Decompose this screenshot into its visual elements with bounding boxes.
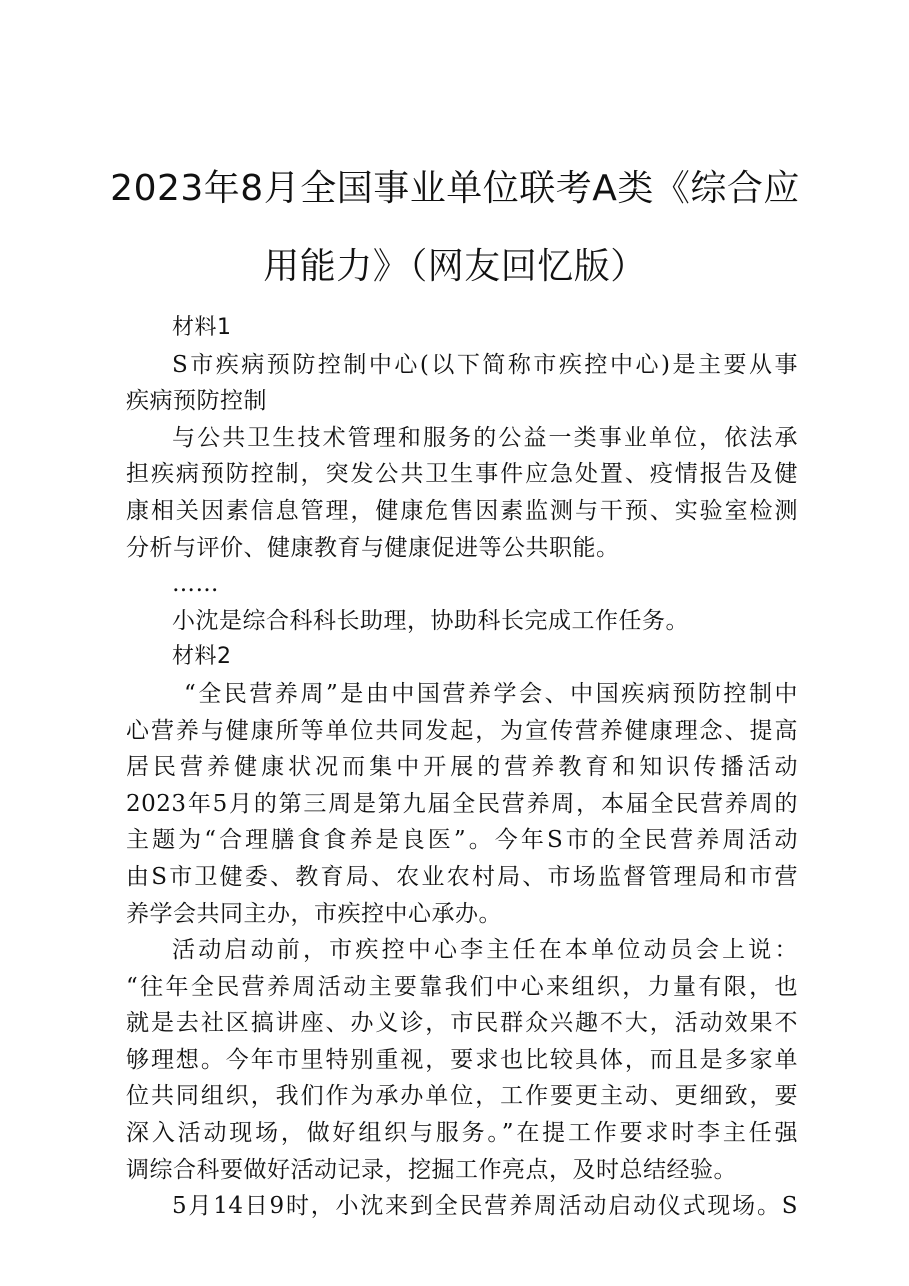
paragraph-line: 养学会共同主办，市疾控中心承办。 bbox=[126, 900, 502, 927]
paragraph-line: “往年全民营养周活动主要靠我们中心来组织，力量有限，也 bbox=[126, 973, 798, 1000]
paragraph-line: 居民营养健康状况而集中开展的营养教育和知识传播活动 bbox=[126, 754, 798, 781]
document-body bbox=[126, 310, 798, 1225]
paragraph-line: 疾病预防控制 bbox=[126, 388, 267, 415]
paragraph-line: S市疾病预防控制中心(以下简称市疾控中心)是主要从事 bbox=[172, 351, 798, 378]
ellipsis-line: …… bbox=[172, 571, 219, 598]
paragraph-line: 深入活动现场，做好组织与服务。”在提工作要求时李主任强 bbox=[126, 1120, 798, 1147]
paragraph-line: 活动启动前，市疾控中心李主任在本单位动员会上说： bbox=[172, 937, 798, 964]
paragraph-line: 调综合科要做好活动记录，挖掘工作亮点，及时总结经验。 bbox=[126, 1156, 737, 1183]
paragraph-line: 担疾病预防控制，突发公共卫生事件应急处置、疫情报告及健 bbox=[126, 461, 798, 488]
paragraph-line: 康相关因素信息管理，健康危售因素监测与干预、实验室检测 bbox=[126, 497, 798, 524]
paragraph-line: 位共同组织，我们作为承办单位，工作要更主动、更细致，要 bbox=[126, 1083, 798, 1110]
document-title bbox=[110, 150, 800, 306]
title-line-2: 用能力》（网友回忆版） bbox=[263, 246, 647, 287]
section-heading-material-2: 材料2 bbox=[172, 644, 232, 670]
paragraph-line: 2023年5月的第三周是第九届全民营养周，本届全民营养周的 bbox=[126, 790, 798, 817]
paragraph-line: 5月14日9时，小沈来到全民营养周活动启动仪式现场。S bbox=[172, 1193, 798, 1220]
paragraph-line: 就是去社区搞讲座、办义诊，市民群众兴趣不大，活动效果不 bbox=[126, 1010, 798, 1037]
paragraph-line: 由S市卫健委、教育局、农业农村局、市场监督管理局和市营 bbox=[126, 863, 798, 890]
paragraph-line: 与公共卫生技术管理和服务的公益一类事业单位，依法承 bbox=[172, 424, 798, 451]
paragraph-line: 小沈是综合科科长助理，协助科长完成工作任务。 bbox=[172, 607, 689, 634]
paragraph-line: “全民营养周”是由中国营养学会、中国疾病预防控制中 bbox=[184, 680, 798, 707]
paragraph-line: 够理想。今年市里特别重视，要求也比较具体，而且是多家单 bbox=[126, 1046, 798, 1073]
title-line-1: 2023年8月全国事业单位联考A类《综合应 bbox=[110, 168, 800, 209]
section-heading-material-1: 材料1 bbox=[172, 315, 232, 340]
paragraph-line: 分析与评价、健康教育与健康促进等公共职能。 bbox=[126, 534, 620, 561]
paragraph-line: 主题为“合理膳食食养是良医”。今年S市的全民营养周活动 bbox=[126, 827, 798, 854]
paragraph-line: 心营养与健康所等单位共同发起，为宣传营养健康理念、提高 bbox=[126, 717, 798, 744]
